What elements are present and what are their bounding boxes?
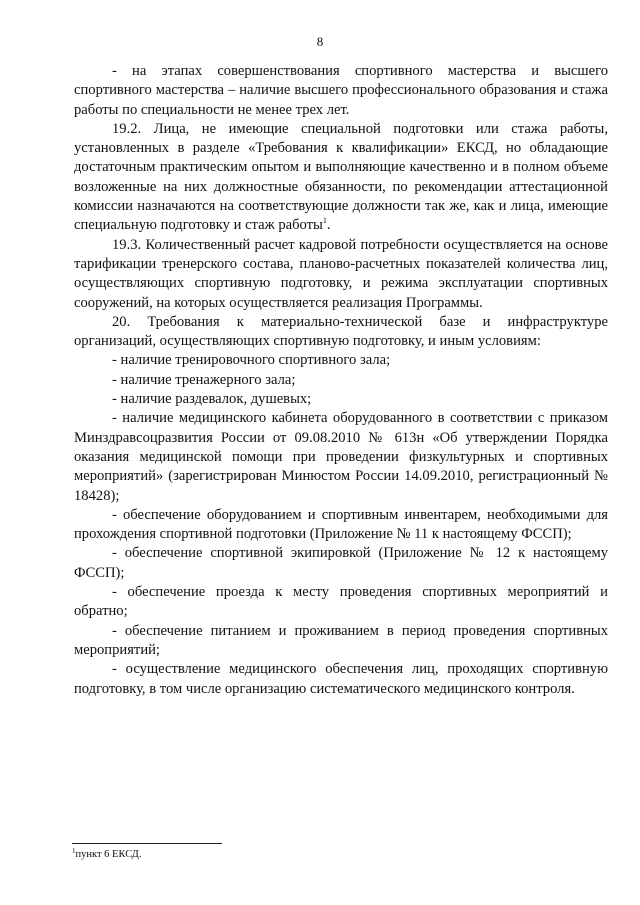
- paragraph: 19.3. Количественный расчет кадровой потребности осуществляется на основе тарификации тренерского состава, планово-расчетных показателей количества лиц, осуществляющих спортивную подготовку, и режима эксплуатации спортивных сооружений, на которых осуществляется реализация Программы.: [74, 236, 608, 311]
- body-text: [74, 62, 608, 699]
- list-item: - обеспечение проезда к месту проведения спортивных мероприятий и обратно;: [74, 584, 608, 620]
- footnote-marker: 1: [72, 847, 76, 855]
- paragraph: 20. Требования к материально-технической базе и инфраструктуре организаций, осуществляющих спортивную подготовку, и иным условиям:: [74, 313, 608, 350]
- list-item: - обеспечение оборудованием и спортивным инвентарем, необходимыми для прохождения спортивной подготовки (Приложение № 11 к настоящему ФССП);: [74, 506, 608, 543]
- footnote-divider: [72, 843, 222, 844]
- footnote-text: пункт 6 ЕКСД.: [75, 849, 142, 860]
- list-item: - наличие тренажерного зала;: [112, 371, 296, 388]
- footnote-ref: 1: [322, 216, 327, 226]
- list-item: - осуществление медицинского обеспечения лиц, проходящих спортивную подготовку, в том числе организацию систематического медицинского контроля.: [74, 661, 608, 697]
- list-item: - обеспечение питанием и проживанием в период проведения спортивных мероприятий;: [74, 622, 608, 658]
- paragraph: - на этапах совершенствования спортивного мастерства и высшего спортивного мастерства – наличие высшего профессионального образования и стажа работы по специальности не менее трех лет.: [74, 63, 608, 118]
- list-item: - наличие тренировочного спортивного зала;: [112, 352, 391, 369]
- list-item: - наличие раздевалок, душевых;: [112, 391, 312, 408]
- list-item: - наличие медицинского кабинета оборудованного в соответствии с приказом Минздравсоцразвития России от 09.08.2010 № 613н «Об утверждении Порядка оказания медицинской помощи при проведении физкультурных и спортивных мероприятий» (зарегистрирован Минюстом России 14.09.2010, регистрационный № 18428);: [74, 410, 608, 504]
- paragraph: 19.2. Лица, не имеющие специальной подготовки или стажа работы, установленных в разделе «Требования к квалификации» ЕКСД, но обладающие достаточным практическим опытом и выполняющие качественно и в полном объеме возложенные на них должностные обязанности, по рекомендации аттестационной комиссии назначаются на соответствующие должности так же, как и лица, имеющие специальную подготовку и стаж работы$^1$.: [74, 120, 608, 234]
- page-number: 8: [316, 34, 324, 49]
- list-item: - обеспечение спортивной экипировкой (Приложение № 12 к настоящему ФССП);: [74, 545, 608, 581]
- footnote: [72, 848, 372, 861]
